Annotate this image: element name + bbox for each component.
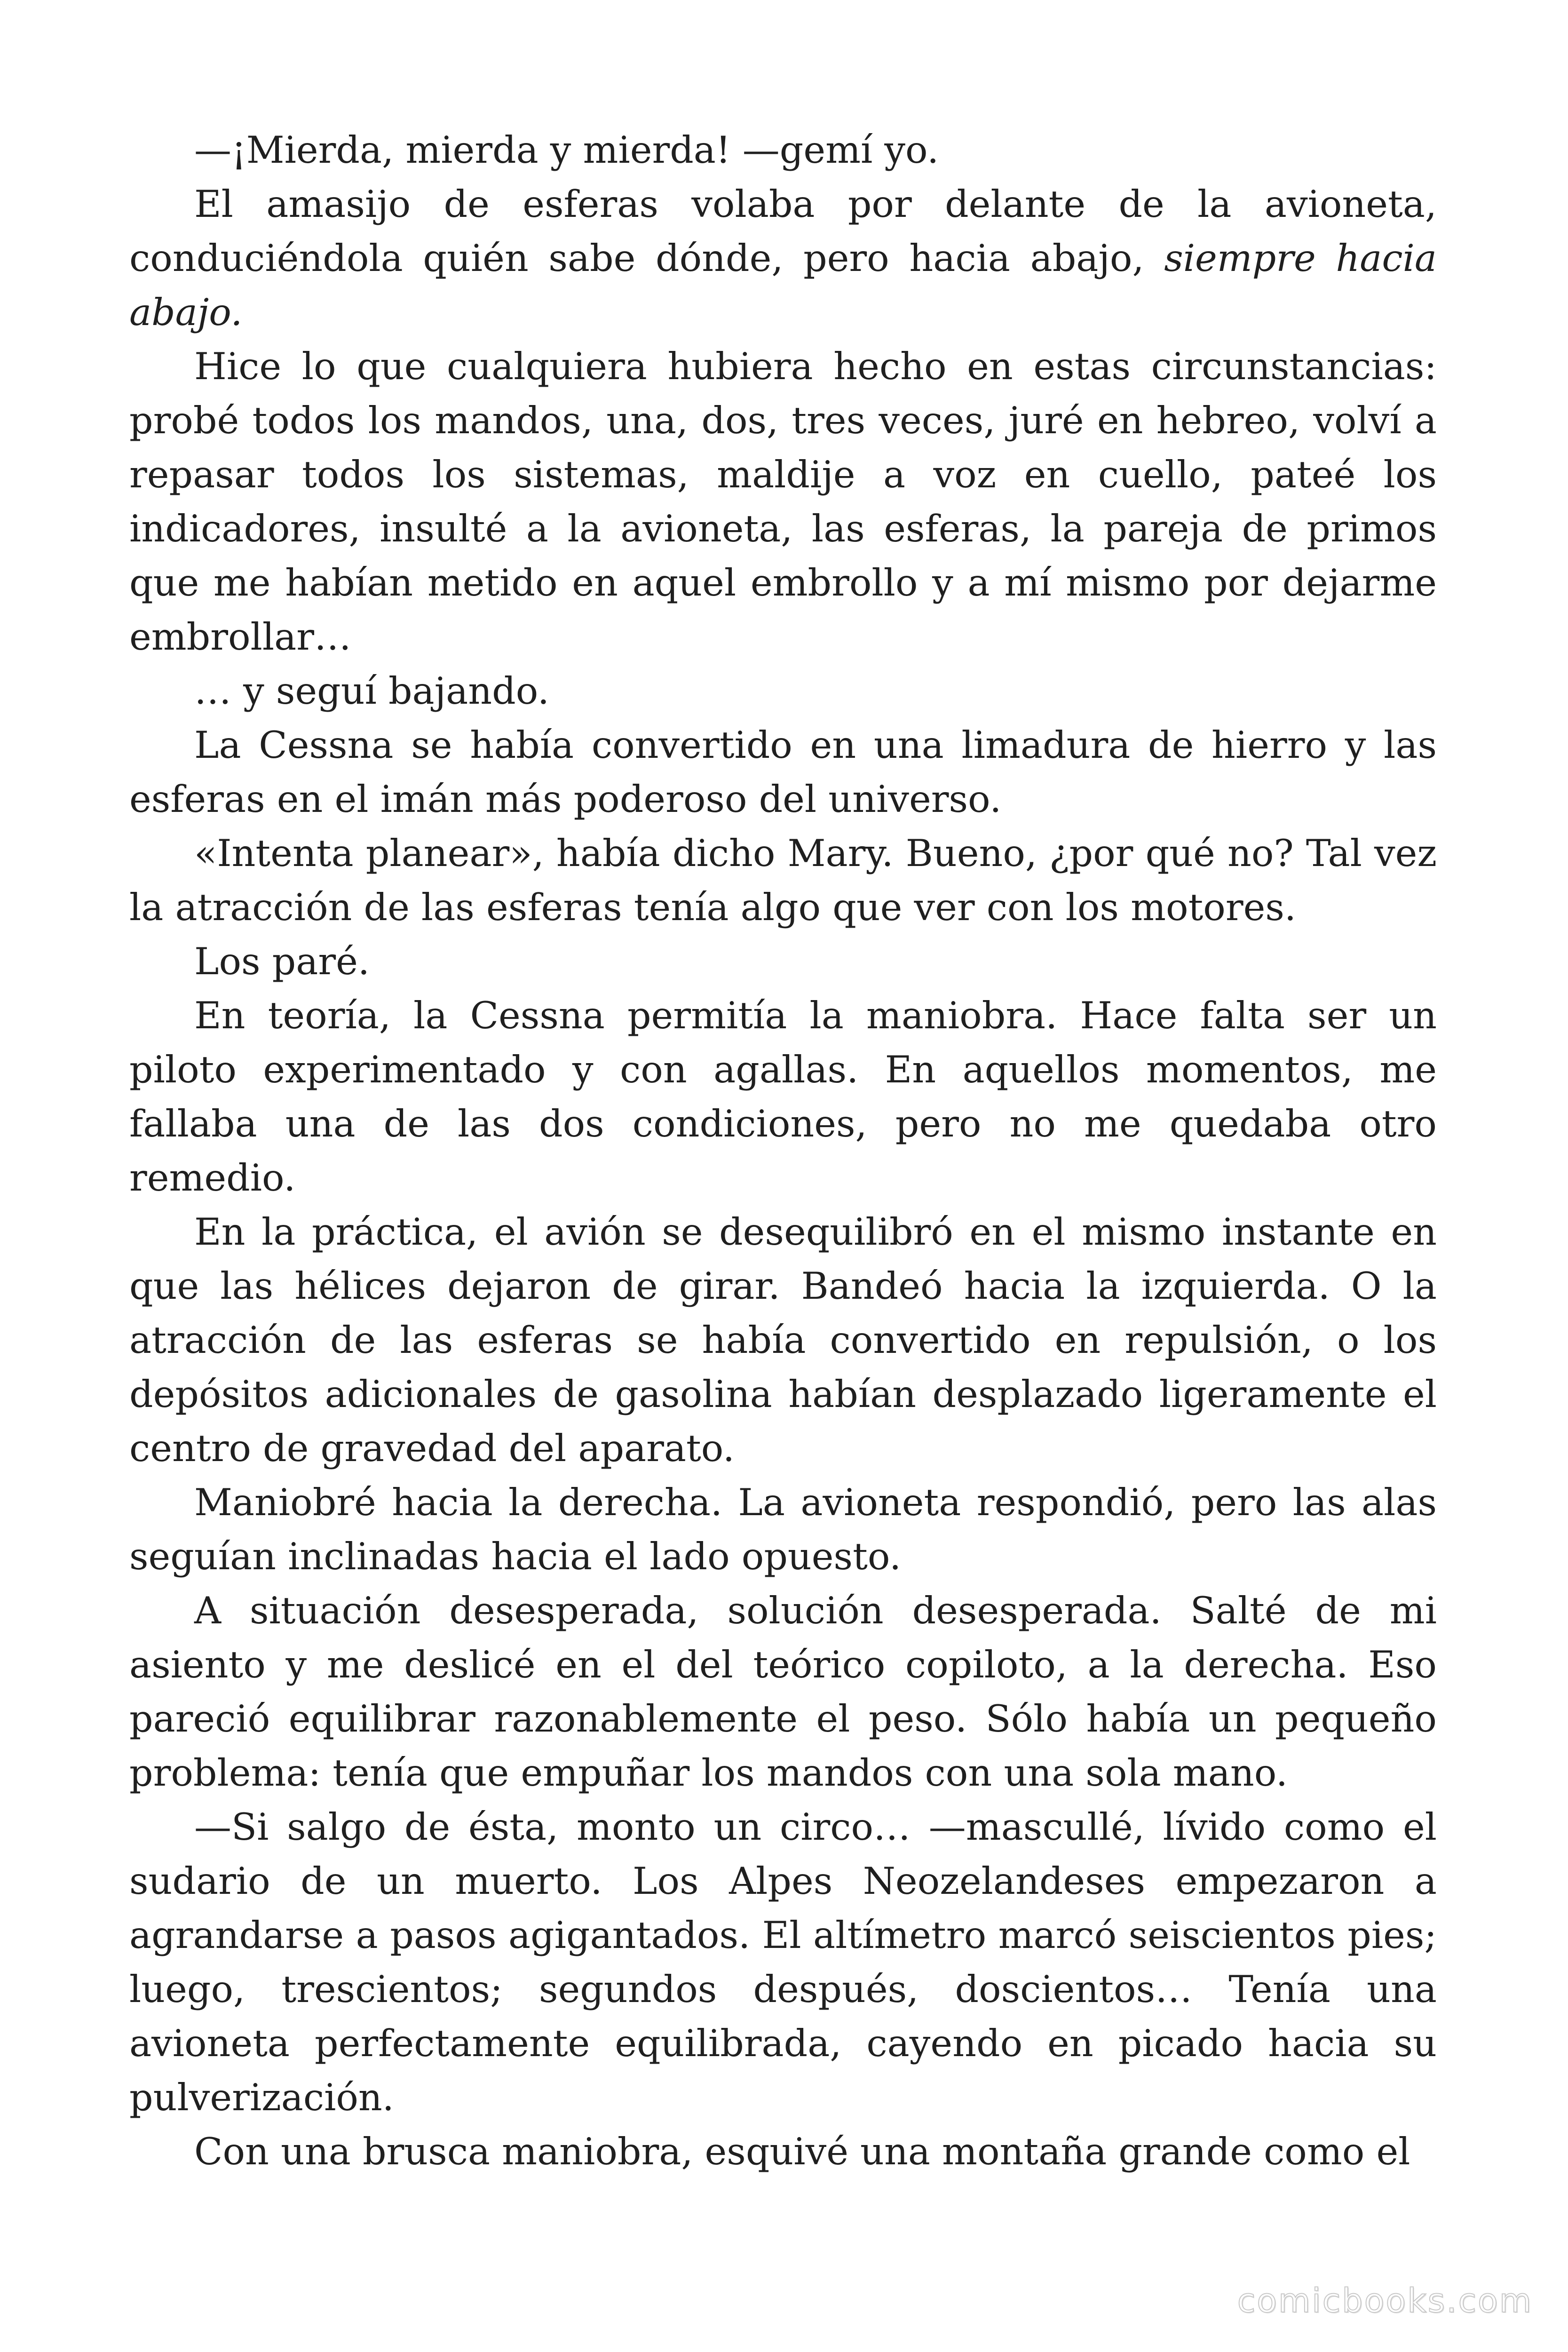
- paragraph: En la práctica, el avión se desequilibró en el mismo instante en que las hélices dejaron de girar. Bandeó hacia la izquierda. O la atracción de las esferas se había convertido en repulsión, o los depósitos adicionales de gasolina habían desplazado ligeramente el centro de gravedad del aparato.: [129, 1210, 1437, 1470]
- paragraph: Hice lo que cualquiera hubiera hecho en estas circunstancias: probé todos los mandos, una, dos, tres veces, juré en hebreo, volví a repasar todos los sistemas, maldije a voz en cuello, pateé los indicadores, insulté a la avioneta, las esferas, la pareja de primos que me habían metido en aquel embrollo y a mí mismo por dejarme embrollar…: [129, 345, 1437, 659]
- paragraph: La Cessna se había convertido en una limadura de hierro y las esferas en el imán más poderoso del universo.: [129, 723, 1437, 821]
- paragraph: Los paré.: [194, 940, 370, 983]
- paragraph: «Intenta planear», había dicho Mary. Bueno, ¿por qué no? Tal vez la atracción de las esferas tenía algo que ver con los motores.: [129, 832, 1437, 929]
- paragraph: [129, 177, 1437, 340]
- body-text: [129, 123, 1437, 2179]
- paragraph-text: El amasijo de esferas volaba por delante de la avioneta, conduciéndola quién sabe dónde, pero hacia abajo,: [129, 183, 1437, 280]
- paragraph: Con una brusca maniobra, esquivé una montaña grande como el: [194, 2130, 1410, 2173]
- paragraph: —Si salgo de ésta, monto un circo… —mascullé, lívido como el sudario de un muerto. Los Alpes Neozelandeses empezaron a agrandarse a pasos agigantados. El altímetro marcó seiscientos pies; luego, trescientos; segundos después, doscientos… Tenía una avioneta perfectamente equilibrada, cayendo en picado hacia su pulverización.: [129, 1805, 1437, 2119]
- watermark: comicbooks.com: [1237, 2281, 1533, 2320]
- paragraph: … y seguí bajando.: [194, 669, 549, 713]
- paragraph: A situación desesperada, solución desesperada. Salté de mi asiento y me deslicé en el del teórico copiloto, a la derecha. Eso pareció equilibrar razonablemente el peso. Sólo había un pequeño problema: tenía que empuñar los mandos con una sola mano.: [129, 1589, 1437, 1795]
- paragraph: —¡Mierda, mierda y mierda! —gemí yo.: [194, 128, 939, 172]
- paragraph: En teoría, la Cessna permitía la maniobra. Hace falta ser un piloto experimentado y con agallas. En aquellos momentos, me fallaba una de las dos condiciones, pero no me quedaba otro remedio.: [129, 994, 1437, 1200]
- paragraph: Maniobré hacia la derecha. La avioneta respondió, pero las alas seguían inclinadas hacia el lado opuesto.: [129, 1481, 1437, 1578]
- paragraph-italic-text: siempre hacia abajo.: [129, 237, 1437, 334]
